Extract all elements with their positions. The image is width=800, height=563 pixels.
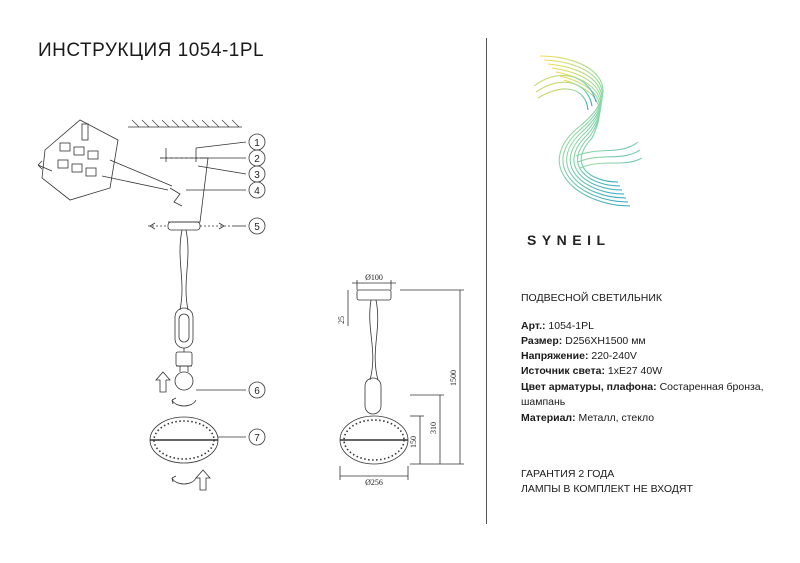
callout-5: 5 xyxy=(254,222,260,233)
brand-name: SYNEIL xyxy=(527,232,611,248)
callout-4: 4 xyxy=(254,186,260,197)
dim-top-diameter: Ø100 xyxy=(365,273,383,282)
dim-shade-to-loop: 310 xyxy=(429,422,438,434)
spec-material xyxy=(521,411,786,426)
spec-label: Напряжение: xyxy=(521,350,589,362)
spec-value: Состаренная бронза, шампань xyxy=(521,381,764,408)
spec-value: D256XH1500 мм xyxy=(562,335,646,347)
dim-shade-diameter: Ø256 xyxy=(365,478,383,487)
spec-value: 1xE27 40W xyxy=(604,365,663,377)
spec-label: Размер: xyxy=(521,335,563,347)
spec-size xyxy=(521,334,786,349)
spec-article xyxy=(521,319,786,334)
lamps-note: ЛАМПЫ В КОМПЛЕКТ НЕ ВХОДЯТ xyxy=(521,483,693,495)
dim-total-height: 1500 xyxy=(449,370,458,386)
spec-label: Цвет арматуры, плафона: xyxy=(521,381,657,393)
warranty-note: ГАРАНТИЯ 2 ГОДА xyxy=(521,468,615,480)
page-title: ИНСТРУКЦИЯ 1054-1PL xyxy=(38,40,265,61)
dim-shade-height: 150 xyxy=(409,436,418,448)
spec-label: Арт.: xyxy=(521,320,546,332)
callout-2: 2 xyxy=(254,154,260,165)
callout-3: 3 xyxy=(254,170,260,181)
callout-6: 6 xyxy=(254,386,260,397)
spec-light-source xyxy=(521,364,786,379)
column-divider xyxy=(486,38,487,524)
callout-7: 7 xyxy=(254,433,260,444)
spec-value: 1054-1PL xyxy=(545,320,594,332)
product-type: ПОДВЕСНОЙ СВЕТИЛЬНИК xyxy=(521,292,662,304)
syneil-logo-icon xyxy=(520,46,650,216)
spec-value: 220-240V xyxy=(588,350,637,362)
spec-label: Источник света: xyxy=(521,365,605,377)
callout-1: 1 xyxy=(254,138,260,149)
spec-value: Металл, стекло xyxy=(575,412,655,424)
dim-canopy-height: 25 xyxy=(337,316,346,324)
spec-label: Материал: xyxy=(521,412,576,424)
spec-voltage xyxy=(521,349,786,364)
spec-color xyxy=(521,380,786,410)
